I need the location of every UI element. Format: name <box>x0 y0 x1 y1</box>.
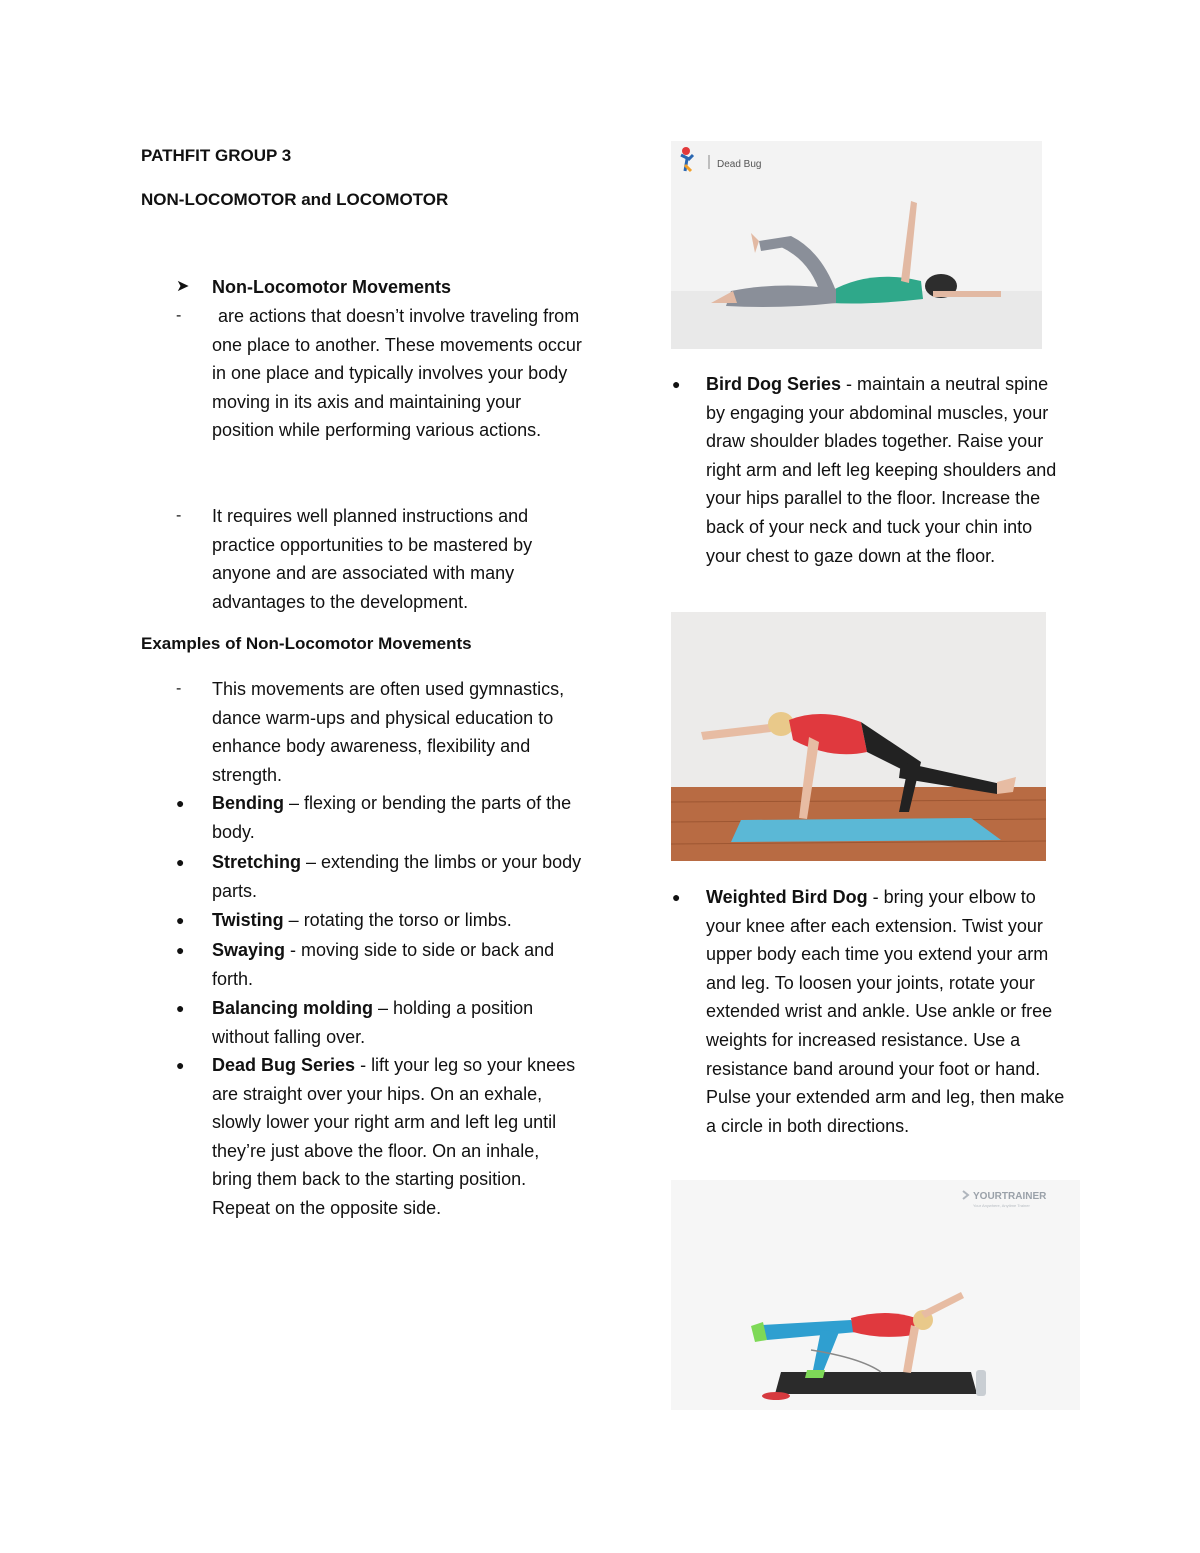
arrow-bullet-icon: ➤ <box>176 278 190 295</box>
examples-intro: This movements are often used gymnastics, dance warm-ups and physical education to enhance body awareness, flexibility and strength. <box>212 679 565 785</box>
bird-dog-photo <box>671 612 1046 861</box>
dead-bug-label: Dead Bug <box>717 159 762 170</box>
bullet-icon: ● <box>672 376 681 392</box>
list-item-stretching: Stretching – extending the limbs or your body parts. <box>212 852 582 901</box>
bullet-icon: ● <box>176 912 185 928</box>
bullet-icon: ● <box>176 854 185 870</box>
bullet-icon: ● <box>176 942 185 958</box>
dash-marker: - <box>176 307 182 324</box>
requirements-text: It requires well planned instructions and practice opportunities to be mastered by anyone and are associated with many advantages to the development. <box>212 506 533 612</box>
list-item-swaying: Swaying - moving side to side or back and forth. <box>212 940 555 989</box>
bullet-icon: ● <box>672 889 681 905</box>
bullet-icon: ● <box>176 795 185 811</box>
dead-bug-photo <box>671 141 1042 349</box>
dash-marker: - <box>176 507 182 524</box>
list-item-weighted-bird-dog: Weighted Bird Dog - bring your elbow to your knee after each extension. Twist your upper body each time you extend your arm and leg. To loosen your joints, rotate your extended wrist and ankle. Use ankle or free weights for increased resistance. Use a resistance band around your foot or hand. Pulse your extended arm and leg, then make a circle in both directions. <box>706 887 1065 1136</box>
definition-text: are actions that doesn’t involve traveling from one place to another. These movements occur in one place and typically involves your body moving in its axis and maintaining your position while performing various actions. <box>212 306 582 441</box>
list-item-balancing: Balancing molding – holding a position without falling over. <box>212 998 534 1047</box>
section-heading: Non-Locomotor Movements <box>212 277 452 297</box>
examples-heading: Examples of Non-Locomotor Movements <box>141 634 472 653</box>
list-item-bird-dog: Bird Dog Series - maintain a neutral spine by engaging your abdominal muscles, your draw shoulder blades together. Raise your right arm and left leg keeping shoulders and your hips parallel to the floor. Increase the back of your neck and tuck your chin into your chest to gaze down at the floor. <box>706 374 1057 566</box>
weighted-bird-dog-photo <box>671 1180 1080 1410</box>
bullet-icon: ● <box>176 1057 185 1073</box>
list-item-twisting: Twisting – rotating the torso or limbs. <box>212 910 512 930</box>
document-title: PATHFIT GROUP 3 <box>141 146 292 165</box>
list-item-bending: Bending – flexing or bending the parts of the body. <box>212 793 572 842</box>
bullet-icon: ● <box>176 1000 185 1016</box>
yourtrainer-logo: YOURTRAINER <box>973 1191 1047 1202</box>
document-subtitle: NON-LOCOMOTOR and LOCOMOTOR <box>141 190 449 209</box>
dash-marker: - <box>176 680 182 697</box>
list-item-dead-bug: Dead Bug Series - lift your leg so your knees are straight over your hips. On an exhale, slowly lower your right arm and left leg until they’re just above the floor. On an inhale, bring them back to the starting position. Repeat on the opposite side. <box>212 1055 576 1218</box>
yourtrainer-tagline: Your Anywhere, Anytime Trainer <box>973 1203 1030 1208</box>
